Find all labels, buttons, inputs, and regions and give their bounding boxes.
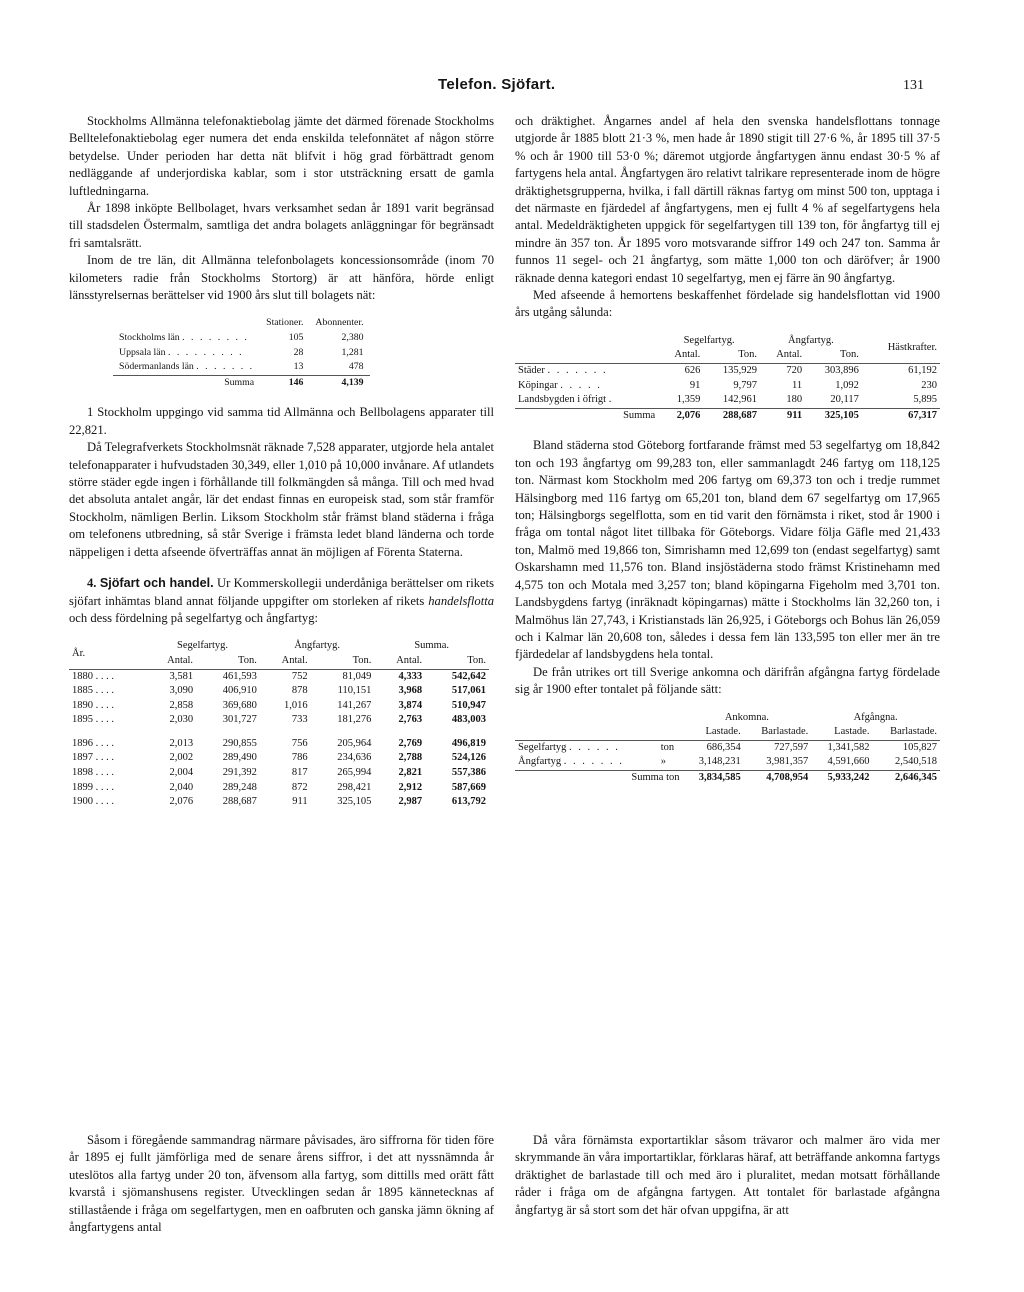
telephone-table-wrapper (69, 316, 494, 390)
cell: 9,797 (733, 379, 757, 391)
cell: 872 (291, 781, 308, 793)
cell: 3,090 (169, 685, 194, 697)
table-row (515, 740, 940, 755)
cell: 2,540,518 (895, 756, 937, 768)
cell: 483,003 (451, 714, 486, 726)
table-header-row (515, 334, 940, 349)
cell: 230 (921, 379, 937, 391)
left-column (69, 113, 494, 824)
year-cell: 1897 . . . . (72, 752, 114, 764)
home-port-table (515, 334, 940, 424)
row-label: Uppsala län . . . . . . . . . (119, 346, 244, 358)
table-row (113, 346, 370, 361)
cell: 733 (291, 714, 308, 726)
table-row (69, 713, 489, 728)
cell: 4,139 (309, 375, 369, 390)
cell: 13 (293, 361, 304, 373)
paragraph: Inom de tre län, dit Allmänna telefonbolagets koncessionsområde (inom 70 kilometers radie från Stockholms Stortorg) är att hänföra, hörde enligt länsstyrelsernas berättelser vid 1900 års slut till bolagets nät: (69, 253, 494, 303)
table-header: Ton. (840, 349, 859, 361)
cell: 3,834,585 (683, 770, 744, 785)
year-cell: 1885 . . . . (72, 685, 114, 697)
table-header: Antal. (396, 654, 423, 666)
table-header: Ångfartyg. (294, 640, 340, 652)
year-cell: 1899 . . . . (72, 781, 114, 793)
cell: 510,947 (451, 699, 486, 711)
unit-cell: ton (658, 740, 683, 755)
cell: 2,002 (169, 752, 194, 764)
cell: 81,049 (311, 669, 375, 684)
table-header: Ankomna. (724, 711, 769, 723)
table-row (515, 379, 940, 394)
table-header-row (113, 316, 370, 331)
cell: 817 (291, 767, 308, 779)
table-row (69, 751, 489, 766)
cell: 1,281 (341, 346, 364, 358)
cell: 626 (658, 364, 703, 379)
table-row (515, 393, 940, 408)
cell: 180 (786, 394, 803, 406)
running-title: Telefon. Sjöfart. (438, 76, 556, 93)
paragraph: och dräktighet. Ångarnes andel af hela den svenska handelsflottans tonnage utgjorde år 1885 blott 21·3 %, men hade år 1890 stigit till 27·6 %, år 1895 till 37·5 % och år 1900 till 53·0 %; däremot utgjorde ångfartygen ännu endast 30·5 % af fartygens hela antal. Ångfartygen äro relativt talrikare representerade inom de högre dräktighetsgrupperna, hvilka, i fall därtill räknas fartyg om minst 500 ton, upptaga i det närmaste en fjärdedel af ångfartygens, men ej fullt 4 % af segelfartygens hela antal. Medeldräktigheten uppgick för segelfartygen till 139 ton, för ångfartyg till ej mindre än 357 ton. År 1895 voro motsvarande siffror 149 och 247 ton. Samma år funnos 11 segel- och 21 ångfartyg, som mätte 1,000 ton och däröfver; år 1900 räknade denna kategori endast 10 segelfartyg, men ej färre än 90 ångfartyg. (515, 114, 940, 285)
table-header: Hästkrafter. (887, 342, 937, 354)
cell: 2,821 (398, 767, 423, 779)
table-header: Antal. (281, 654, 308, 666)
cell: 1,092 (835, 379, 859, 391)
cell: 2,076 (658, 408, 703, 423)
cell: 325,105 (337, 796, 372, 808)
cell: 265,994 (337, 767, 372, 779)
table-header-row (515, 711, 940, 726)
cell: 141,267 (337, 699, 372, 711)
cell: 301,727 (222, 714, 257, 726)
cell: 613,792 (451, 796, 486, 808)
paragraph: År 1898 inköpte Bellbolaget, hvars verksamhet sedan år 1891 varit begränsad till stadsdelen Östermalm, samtliga det andra bolagets anläggningar för begränsadt fri samtalsrätt. (69, 201, 494, 250)
table-row (69, 669, 489, 684)
home-port-table-wrapper (515, 334, 940, 424)
cell: 3,581 (145, 669, 196, 684)
cell: 4,708,954 (744, 770, 812, 785)
year-cell: 1890 . . . . (72, 699, 114, 711)
row-label: Segelfartyg . . . . . . (515, 740, 658, 755)
cell: 181,276 (337, 714, 372, 726)
cell: 3,148,231 (698, 756, 741, 768)
cell: 2,013 (169, 737, 194, 749)
table-header: Barlastade. (761, 726, 809, 738)
cell: 786 (291, 752, 308, 764)
cell: 2,788 (398, 752, 423, 764)
section-text-italic: handelsflotta (428, 593, 494, 608)
cell: 2,987 (398, 796, 423, 808)
table-row (113, 331, 370, 346)
cell: 2,646,345 (872, 770, 940, 785)
cell: 587,669 (451, 781, 486, 793)
table-row (69, 795, 489, 810)
paragraph: Med afseende å hemortens beskaffenhet fördelade sig handelsflottan vid 1900 års utgång sålunda: (515, 288, 940, 320)
year-cell: 1896 . . . . (72, 737, 114, 749)
cell: 3,968 (398, 685, 423, 697)
paragraph: Såsom i föregående sammandrag närmare påvisades, äro siffrorna för tiden före år 1895 ej fullt jämförliga med de senare årens siffror, i det att nyssnämnda år uteslötos alla fartyg under 20 ton, äfvensom alla fartyg, som dittills med orätt fått kvarstå i sjömanshusens register. Utvecklingen sedan år 1895 kännetecknas af stillastående i fråga om segelfartygen, men en oafbruten och ganska jämn ökning af ångfartygens antal (69, 1133, 494, 1235)
table-header: Ton. (352, 654, 372, 666)
table-row (113, 360, 370, 375)
row-label: Landsbygden i öfrigt . (518, 394, 614, 406)
section-title: Sjöfart och handel. (99, 576, 214, 591)
section-number: 4. (87, 576, 97, 591)
cell: 752 (260, 669, 311, 684)
fleet-table (69, 639, 489, 810)
page-number: 131 (903, 78, 924, 93)
cell: 557,386 (451, 767, 486, 779)
table-row (69, 781, 489, 796)
left-column-bottom (69, 1132, 494, 1236)
table-header: Abonnenter. (315, 317, 364, 329)
cell: 105,827 (872, 740, 940, 755)
cell: 146 (260, 375, 309, 390)
cell: 2,858 (169, 699, 194, 711)
footnote: 1 Stockholm uppgingo vid samma tid Allmänna och Bellbolagens apparater till 22,821. (69, 405, 494, 437)
unit-cell: » (660, 756, 666, 768)
cell: 3,874 (398, 699, 423, 711)
cell: 496,819 (451, 737, 486, 749)
cell: 110,151 (337, 685, 372, 697)
table-header: Antal. (167, 654, 194, 666)
cell: 911 (292, 796, 308, 808)
cell: 1,016 (283, 699, 308, 711)
cell: 686,354 (683, 740, 744, 755)
table-header: År. (72, 647, 86, 659)
cell: 2,040 (169, 781, 194, 793)
cell: 720 (760, 364, 805, 379)
cell: 911 (760, 408, 805, 423)
cell: 20,117 (830, 394, 859, 406)
traffic-table (515, 711, 940, 786)
table-total-row (515, 770, 940, 785)
table-header: Barlastade. (890, 726, 937, 738)
table-header: Ton. (467, 654, 486, 666)
cell: 298,421 (337, 781, 372, 793)
table-header (515, 334, 658, 364)
cell: 2,912 (398, 781, 423, 793)
cell: 288,687 (222, 796, 257, 808)
table-header (113, 316, 260, 331)
cell: 2,380 (341, 332, 364, 344)
table-header-row (69, 639, 489, 654)
cell: 727,597 (744, 740, 812, 755)
cell: 142,961 (722, 394, 757, 406)
table-row (69, 699, 489, 714)
cell: 234,636 (337, 752, 372, 764)
cell: 291,392 (222, 767, 257, 779)
cell: 2,004 (169, 767, 194, 779)
cell: 406,910 (222, 685, 257, 697)
cell: 4,333 (374, 669, 425, 684)
traffic-table-wrapper (515, 711, 940, 786)
section-text: Ur Kommerskollegii underdåniga berättelser om rikets sjöfart inhämtas bland annat följande uppgifter om storleken af rikets (69, 576, 495, 608)
cell: 2,076 (169, 796, 194, 808)
cell: 4,591,660 (827, 756, 870, 768)
fleet-table-wrapper (69, 639, 494, 810)
cell: 524,126 (451, 752, 486, 764)
cell: 91 (689, 379, 701, 391)
telephone-table (113, 316, 370, 390)
cell: 289,248 (222, 781, 257, 793)
cell: 3,981,357 (766, 756, 809, 768)
table-row (69, 728, 489, 752)
table-header: Ton. (238, 654, 257, 666)
total-label: Summa (515, 408, 658, 423)
table-total-row (515, 408, 940, 423)
table-header: Ton. (738, 349, 757, 361)
cell: 67,317 (862, 408, 940, 423)
cell: 290,855 (222, 737, 257, 749)
table-header: Antal. (674, 349, 701, 361)
year-cell: 1898 . . . . (72, 767, 114, 779)
paragraph: De från utrikes ort till Sverige ankomna och därifrån afgångna fartyg fördelade sig år 1900 efter tontalet på följande sätt: (515, 664, 940, 697)
cell: 205,964 (337, 737, 372, 749)
cell: 5,933,242 (811, 770, 872, 785)
table-total-row (113, 375, 370, 390)
paragraph: Då Telegrafverkets Stockholmsnät räknade 7,528 apparater, utgjorde hela antalet telefonapparater i hufvudstaden 30,349, eller 1,010 på 10,000 invånare. Af utlandets större städer egde ingen i förhållande till folkmängden så många. Till och med hvad det absoluta antalet angår, lär det endast finnas en europeisk stad, som står framför Stockholm, nämligen Berlin. Liksom Stockholm står främst bland städerna i fråga om telefonens utbredning, så står Sverige i främsta ledet bland länderna och torde näppeligen i detta afseende öfverträffas annat än möjligen af Förenta Staterna. (69, 440, 494, 559)
total-label: Summa (113, 375, 260, 390)
table-row (69, 684, 489, 699)
cell: 303,896 (805, 364, 862, 379)
cell: 135,929 (703, 364, 760, 379)
table-row (515, 755, 940, 770)
section-text: och dess fördelning på segelfartyg och ångfartyg: (69, 610, 318, 625)
table-header: Segelfartyg. (177, 640, 229, 652)
cell: 2,763 (398, 714, 423, 726)
cell: 542,642 (425, 669, 489, 684)
year-cell: 1900 . . . . (72, 796, 114, 808)
cell: 756 (291, 737, 308, 749)
cell: 288,687 (703, 408, 760, 423)
table-header (515, 711, 683, 741)
cell: 1,341,582 (811, 740, 872, 755)
cell: 2,769 (398, 737, 423, 749)
row-label: Stockholms län . . . . . . . . (119, 332, 249, 344)
cell: 289,490 (222, 752, 257, 764)
right-column (515, 113, 940, 800)
table-header: Antal. (776, 349, 803, 361)
table-row (69, 766, 489, 781)
cell: 878 (291, 685, 308, 697)
paragraph: Då våra förnämsta exportartiklar såsom trävaror och malmer äro vida mer skrymmande än våra importartiklar, förklaras häraf, att beträffande ankomna fartygs dräktighet de barlastade till och med äro i pluralitet, medan motsatt förhållande råder i fråga om de afgångna fartygen. Att tontalet för barlastade afgångna ångfartyg är så stort som det här ofvan uppgifna, är att (515, 1133, 940, 1217)
total-label: Summa ton (515, 770, 683, 785)
cell: 1,359 (676, 394, 701, 406)
table-header: Lastade. (834, 726, 870, 738)
cell: 61,192 (862, 364, 940, 379)
row-label: Köpingar . . . . . (518, 379, 602, 391)
table-header: Segelfartyg. (683, 334, 735, 346)
cell: 461,593 (196, 669, 260, 684)
paragraph: Bland städerna stod Göteborg fortfarande främst med 53 segelfartyg om 18,842 ton och 193 ångfartyg om 99,283 ton, eller sammanlagdt 246 fartyg om 118,125 ton. Närmast kom Stockholm med 206 fartyg om 69,373 ton och i tredje rummet Hälsingborg med 116 fartyg om 65,201 ton, bland dem 67 segelfartyg om 17,965 ton; Hälsingborgs segelflotta, som en tid varit den förnämsta i riket, stod år 1900 i fråga om tontal något litet tillbaka för Göteborgs. Vidare följa Gäfle med 21,433 ton, Malmö med 19,866 ton, Simrishamn med 12,699 ton (endast segelfartyg) samt Oskarshamn med 11,576 ton. Bland insjöstäderna stodo främst Kristinehamn med 4,575 ton och Motala med 3,257 ton; bland köpingarna Figeholm med 3,701 ton. Landsbygdens fartyg (inräknadt köpingarnas) mätte i Stockholms län 32,260 ton, i Malmöhus län 27,743, i Kristianstads län 26,925, i Göteborgs och Bohus län 26,059 och i Kalmar län 20,608 ton, således i dessa fem län 133,595 ton eller mer än tre fjärdedelar af landsbygdens hela tontal. (515, 438, 940, 662)
year-cell: 1895 . . . . (72, 714, 114, 726)
cell: 517,061 (451, 685, 486, 697)
table-header: Stationer. (266, 317, 304, 329)
right-column-bottom (515, 1132, 940, 1219)
paragraph: Stockholms Allmänna telefonaktiebolag jämte det därmed förenade Stockholms Belltelefonaktiebolag eger numera det enda enskilda telefonnätet af någon större betydelse. Under perioden har detta nät blifvit i hög grad förbättradt genom nedläggande af underjordiska kablar, som i stor utsträckning ersatt de gamla luftledningarna. (69, 114, 494, 198)
section-paragraph (69, 575, 494, 627)
table-header: Lastade. (705, 726, 741, 738)
row-label: Städer . . . . . . . (515, 364, 658, 379)
page-header (0, 76, 1024, 98)
year-cell: 1880 . . . . (69, 669, 145, 684)
cell: 11 (792, 379, 803, 391)
cell: 28 (293, 346, 304, 358)
table-row (515, 364, 940, 379)
row-label: Södermanlands län . . . . . . . (119, 361, 255, 373)
cell: 369,680 (222, 699, 257, 711)
table-header: Summa. (414, 640, 450, 652)
table-header: Ångfartyg. (788, 334, 834, 346)
cell: 478 (348, 361, 364, 373)
cell: 2,030 (169, 714, 194, 726)
cell: 325,105 (805, 408, 862, 423)
row-label: Ångfartyg . . . . . . . (518, 756, 624, 768)
cell: 105 (288, 332, 304, 344)
cell: 5,895 (913, 394, 937, 406)
table-header: Afgångna. (853, 711, 898, 723)
